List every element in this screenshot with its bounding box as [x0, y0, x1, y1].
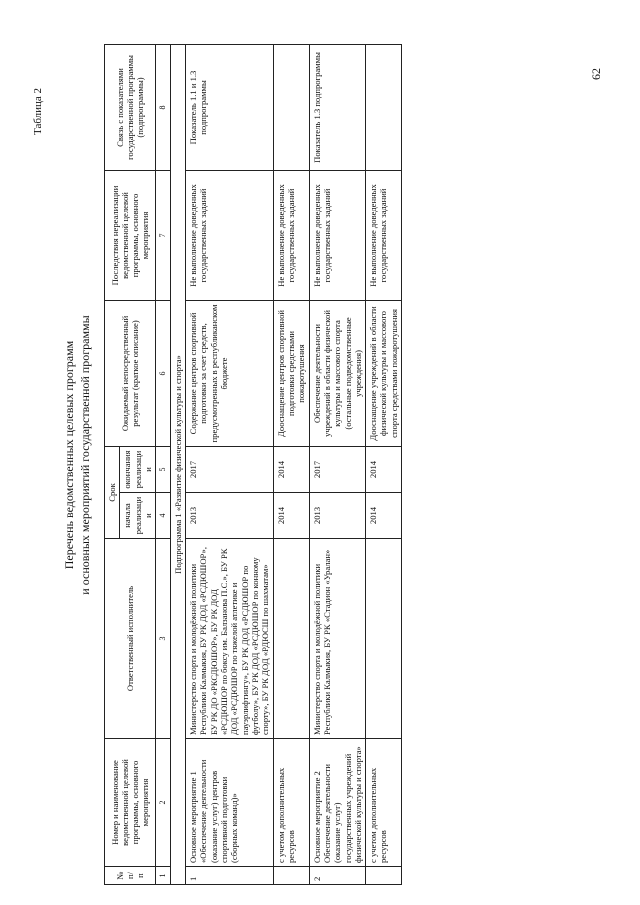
header-link: Связь с показателями государственной программы (подпрограммы)	[105, 44, 156, 170]
row-num: 1	[186, 867, 274, 885]
row-end: 2017	[309, 446, 366, 492]
row-end: 2014	[273, 446, 309, 492]
col-number: 5	[156, 446, 171, 492]
row-name: с учетом дополнительных ресурсов	[273, 739, 309, 867]
row-name: Основное мероприятие 1 «Обеспечение деятельности (оказание услуг) центров спортивной подготовки (сборных команд)»	[186, 739, 274, 867]
col-number: 3	[156, 539, 171, 739]
header-result: Ожидаемый непосредственный результат (краткое описание)	[105, 300, 156, 446]
col-number: 4	[156, 493, 171, 539]
row-start: 2013	[309, 493, 366, 539]
rotated-page	[14, 15, 629, 895]
header-end: окончания реализации	[120, 446, 156, 492]
row-result: Содержание центров спортивной подготовки за счет средств, предусмотренных в республиканском бюджете	[186, 300, 274, 446]
header-num: № п/п	[105, 867, 156, 885]
row-consequences: Не выполнение доведенных государственных заданий	[366, 170, 402, 300]
row-start: 2014	[366, 493, 402, 539]
row-end: 2017	[186, 446, 274, 492]
subprogram-title: Подпрограмма 1 «Развитие физической культуры и спорта»	[170, 44, 185, 884]
row-result: Обеспечение деятельности учреждений в области физической культуры и массового спорта (остальные подведомственные учреждения)	[309, 300, 366, 446]
col-number: 8	[156, 44, 171, 170]
document-title-line2: и основных мероприятий государственной программы	[78, 315, 92, 595]
row-start: 2014	[273, 493, 309, 539]
table-row	[273, 44, 309, 884]
row-consequences: Не выполнение доведенных государственных заданий	[186, 170, 274, 300]
table-row	[186, 44, 274, 884]
header-term: Срок	[105, 446, 120, 538]
header-name: Номер и наименование ведомственной целевой программы, основного мероприятия	[105, 739, 156, 867]
col-number: 1	[156, 867, 171, 885]
row-consequences: Не выполнение доведенных государственных заданий	[309, 170, 366, 300]
row-consequences: Не выполнение доведенных государственных заданий	[273, 170, 309, 300]
row-result: Дооснащение центров спортивной подготовки средствами пожаротушения	[273, 300, 309, 446]
row-result: Дооснащение учреждений в области физической культуры и массового спорта средствами пожаротушения	[366, 300, 402, 446]
header-executor: Ответственный исполнитель	[105, 539, 156, 739]
table-label: Таблица 2	[32, 87, 44, 135]
row-num: 2	[309, 867, 366, 885]
row-link: Показатель 1.1 и 1.3 подпрограммы	[186, 44, 274, 170]
header-consequences: Последствия нереализации ведомственной целевой программы, основного мероприятия	[105, 170, 156, 300]
table-row	[366, 44, 402, 884]
col-number: 2	[156, 739, 171, 867]
row-executor	[273, 539, 309, 739]
row-name: Основное мероприятие 2 Обеспечение деятельности (оказание услуг) государственных учреждений физической культуры и спорта»	[309, 739, 366, 867]
table-row	[309, 44, 366, 884]
row-num	[366, 867, 402, 885]
row-num	[273, 867, 309, 885]
subprogram-row	[170, 44, 185, 884]
column-numbers-row	[156, 44, 171, 884]
page-number: 62	[589, 68, 603, 80]
row-link: Показатель 1.3 подпрограммы	[309, 44, 366, 170]
header-start: начала реализации	[120, 493, 156, 539]
row-name: с учетом дополнительных ресурсов	[366, 739, 402, 867]
row-executor: Министерство спорта и молодёжной политики Республики Калмыкия, БУ РК ДОД «РСДЮШОР», БУ РК ДО «РКСДЮШОР», БУ РК ДОД «РСДЮШОР по боксу им. Балзанова П.С.», БУ РК ДОД «РСДЮШОР по тяжелой атлетике и пауэрлифтингу», БУ РК ДОД «РСДЮШОР по футболу», БУ РК ДОД «РСДЮШОР по конному спорту», БУ РК ДОД «РДЮСШ по шахматам»	[186, 539, 274, 739]
document-title-line1: Перечень ведомственных целевых программ	[62, 340, 76, 570]
header-row	[105, 44, 120, 884]
row-end: 2014	[366, 446, 402, 492]
programs-table	[104, 44, 402, 885]
row-link	[366, 44, 402, 170]
row-start: 2013	[186, 493, 274, 539]
col-number: 6	[156, 300, 171, 446]
col-number: 7	[156, 170, 171, 300]
row-executor	[366, 539, 402, 739]
row-executor: Министерство спорта и молодёжной политики Республики Калмыкия, БУ РК «Стадион «Уралан»	[309, 539, 366, 739]
row-link	[273, 44, 309, 170]
